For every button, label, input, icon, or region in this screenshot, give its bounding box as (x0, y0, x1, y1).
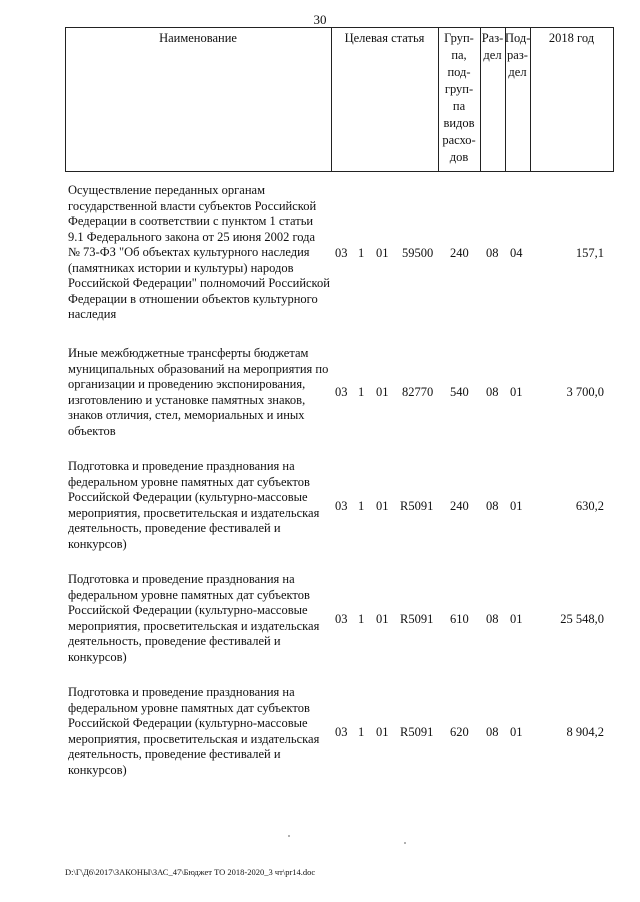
row-program: 03 (335, 612, 348, 626)
header-right-border (613, 27, 614, 172)
header-top-border (65, 27, 614, 28)
row-main-event: 01 (376, 612, 389, 626)
row-main-event: 01 (376, 725, 389, 739)
header-year: 2018 год (548, 31, 595, 45)
row-amount: 630,2 (575, 499, 604, 513)
page-number: 30 (313, 12, 327, 27)
row-direction: R5091 (400, 499, 434, 513)
row-program: 03 (335, 246, 348, 260)
header-bottom-border (65, 171, 614, 172)
row-section: 08 (486, 725, 499, 739)
row-group: 240 (450, 246, 469, 260)
row-amount: 3 700,0 (566, 385, 604, 399)
row-subprogram: 1 (358, 725, 365, 739)
row-program: 03 (335, 499, 348, 513)
row-group: 620 (450, 725, 469, 739)
row-group: 540 (450, 385, 469, 399)
header-group: Груп- па, под- груп- па видов расхо- дов (442, 31, 476, 164)
scan-speck (404, 842, 406, 844)
row-name: Иные межбюджетные трансферты бюджетам муниципальных образований на мероприятия по организации и проведению экспонирования, изготовлению и установке памятных знаков, знаков отличия, стел, мемориальных и иных объектов (68, 346, 329, 438)
row-direction: R5091 (400, 612, 434, 626)
header-section: Раз- дел (481, 31, 504, 62)
row-main-event: 01 (376, 246, 389, 260)
row-subprogram: 1 (358, 612, 365, 626)
row-main-event: 01 (376, 499, 389, 513)
header-subsection: Под- раз- дел (505, 31, 531, 79)
header-left-border (65, 27, 66, 172)
row-section: 08 (486, 499, 499, 513)
row-direction: 59500 (402, 246, 434, 260)
header-divider (331, 27, 332, 172)
row-direction: R5091 (400, 725, 434, 739)
row-name: Подготовка и проведение празднования на федеральном уровне памятных дат субъектов Российской Федерации (культурно-массовые мероприятия, просветительская и издательская деятельность, проведение фестивалей и конкурсов) (68, 572, 320, 664)
row-name: Подготовка и проведение празднования на федеральном уровне памятных дат субъектов Российской Федерации (культурно-массовые мероприятия, просветительская и издательская деятельность, проведение фестивалей и конкурсов) (68, 685, 320, 777)
row-direction: 82770 (402, 385, 434, 399)
table-header (65, 27, 614, 172)
row-subsection: 01 (510, 385, 523, 399)
row-amount: 25 548,0 (560, 612, 604, 626)
row-group: 610 (450, 612, 469, 626)
row-subprogram: 1 (358, 499, 365, 513)
row-subsection: 04 (510, 246, 523, 260)
row-program: 03 (335, 385, 348, 399)
row-program: 03 (335, 725, 348, 739)
row-subprogram: 1 (358, 246, 365, 260)
file-path-footer: D:\Г\Д6\2017\ЗАКОНЫ\ЗАС_47\Бюджет ТО 2018-2020_3 чт\pr14.doc (65, 867, 316, 877)
header-name: Наименование (159, 31, 237, 45)
row-subprogram: 1 (358, 385, 365, 399)
row-group: 240 (450, 499, 469, 513)
row-name: Осуществление переданных органам государственной власти субъектов Российской Федерации в соответствии с пунктом 1 статьи 9.1 Федерального закона от 25 июня 2002 года № 73-ФЗ "Об объектах культурного наследия (памятниках истории и культуры) народов Российской Федерации" полномочий Российской Федерации в отношении объектов культурного наследия (68, 183, 330, 321)
row-subsection: 01 (510, 499, 523, 513)
row-section: 08 (486, 612, 499, 626)
header-target: Целевая статья (344, 31, 425, 45)
row-amount: 8 904,2 (566, 725, 604, 739)
row-amount: 157,1 (575, 246, 604, 260)
row-name: Подготовка и проведение празднования на федеральном уровне памятных дат субъектов Российской Федерации (культурно-массовые мероприятия, просветительская и издательская деятельность, проведение фестивалей и конкурсов) (68, 459, 320, 551)
row-main-event: 01 (376, 385, 389, 399)
row-subsection: 01 (510, 612, 523, 626)
row-section: 08 (486, 385, 499, 399)
row-section: 08 (486, 246, 499, 260)
row-subsection: 01 (510, 725, 523, 739)
header-divider (530, 27, 531, 172)
scan-speck (288, 835, 290, 837)
